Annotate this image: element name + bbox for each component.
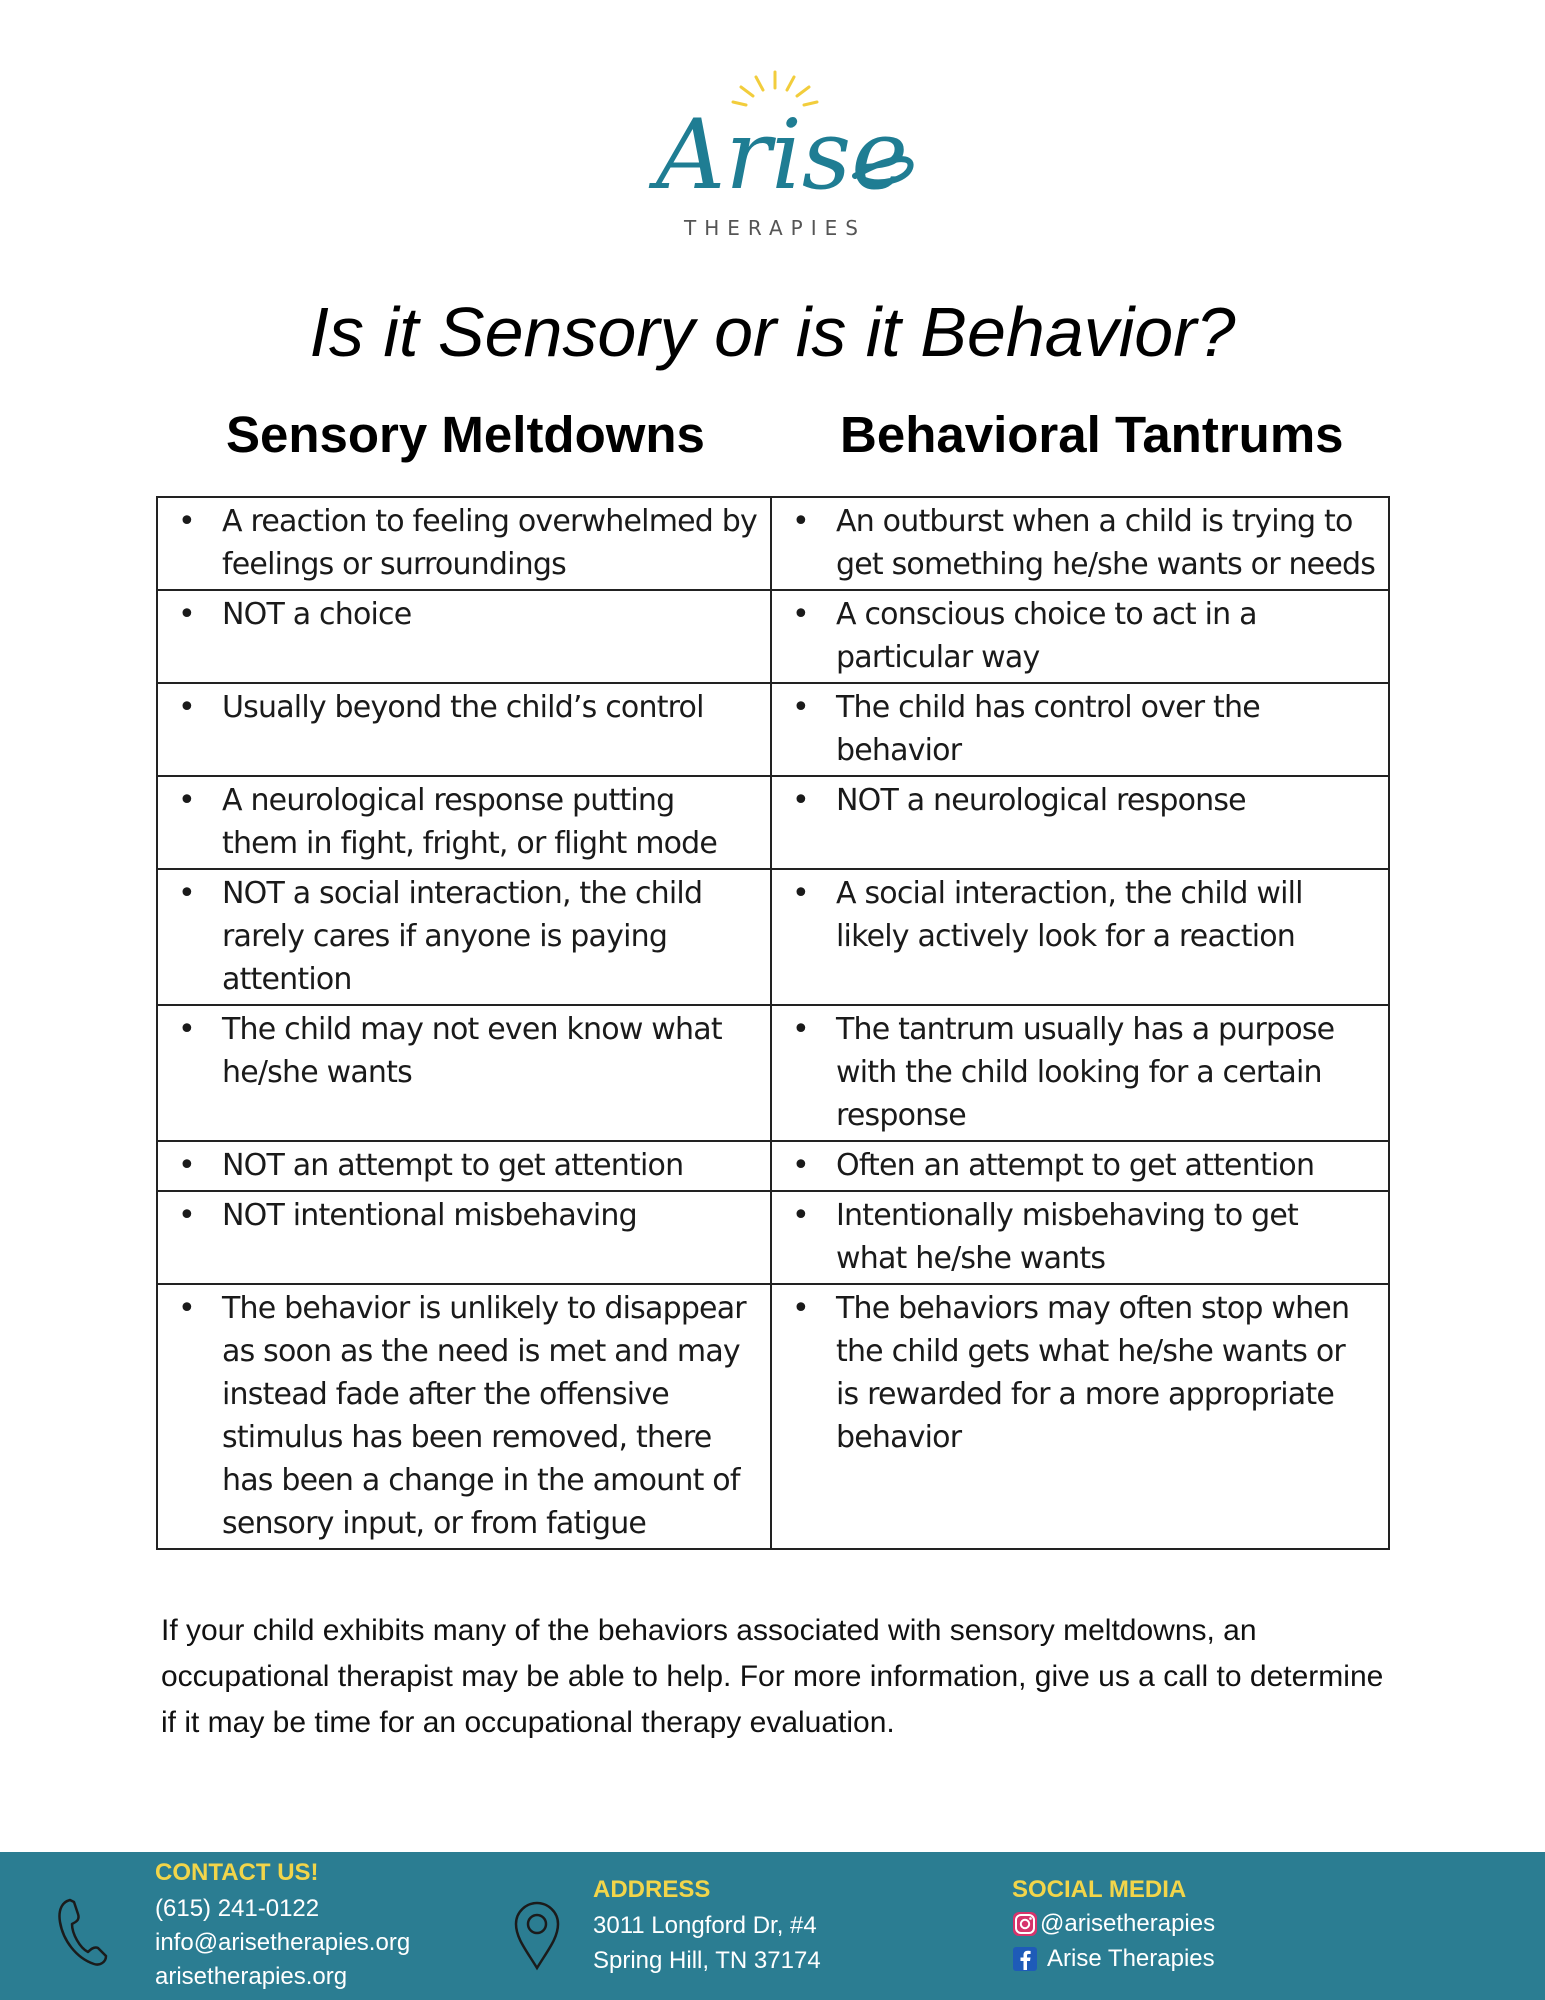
table-cell-behavioral: • A conscious choice to act in a particular way: [771, 590, 1389, 683]
table-cell-behavioral: • NOT a neurological response: [771, 776, 1389, 869]
table-row: [157, 683, 1389, 776]
table-cell-sensory: • A reaction to feeling overwhelmed by feelings or surroundings: [157, 497, 771, 590]
bullet: •: [178, 690, 195, 725]
comparison-table: [156, 496, 1390, 1550]
column-heading-behavioral: Behavioral Tantrums: [840, 406, 1344, 463]
bullet: •: [792, 1291, 809, 1326]
table-row: [157, 590, 1389, 683]
address-heading: ADDRESS: [593, 1876, 711, 1903]
bullet: •: [792, 690, 809, 725]
table-row: [157, 1284, 1389, 1549]
bullet: •: [792, 1148, 809, 1183]
page-title: Is it Sensory or is it Behavior?: [309, 293, 1236, 371]
logo-wordmark: Arise: [656, 99, 908, 211]
table-cell-sensory: • Usually beyond the child’s control: [157, 683, 771, 776]
bullet: •: [792, 783, 809, 818]
bullet: •: [178, 876, 195, 911]
table-row: [157, 776, 1389, 869]
instagram-icon[interactable]: [1012, 1911, 1038, 1937]
bullet: •: [792, 876, 809, 911]
table-cell-behavioral: • Intentionally misbehaving to get what he/she wants: [771, 1191, 1389, 1284]
logo-subtitle: THERAPIES: [684, 216, 866, 240]
table-row: [157, 497, 1389, 590]
address-line-1: 3011 Longford Dr, #4: [593, 1912, 817, 1939]
bullet: •: [178, 1012, 195, 1047]
bullet: •: [792, 1012, 809, 1047]
table-cell-sensory: • A neurological response putting them in fight, fright, or flight mode: [157, 776, 771, 869]
table-cell-behavioral: • The tantrum usually has a purpose with the child looking for a certain response: [771, 1005, 1389, 1141]
table-row: [157, 1191, 1389, 1284]
bullet: •: [178, 1291, 195, 1326]
contact-phone[interactable]: (615) 241-0122: [155, 1895, 320, 1922]
table-row: [157, 1141, 1389, 1191]
phone-icon: [54, 1896, 110, 1968]
bullet: •: [792, 597, 809, 632]
bullet: •: [178, 504, 195, 539]
table-cell-sensory: • NOT an attempt to get attention: [157, 1141, 771, 1191]
contact-heading: CONTACT US!: [155, 1859, 319, 1886]
table-cell-sensory: • NOT a social interaction, the child rarely cares if anyone is paying attention: [157, 869, 771, 1005]
facebook-name[interactable]: Arise Therapies: [1047, 1945, 1215, 1972]
location-pin-icon: [512, 1900, 562, 1972]
bullet: •: [178, 597, 195, 632]
instagram-handle[interactable]: @arisetherapies: [1040, 1910, 1216, 1937]
column-heading-sensory: Sensory Meltdowns: [226, 406, 705, 463]
contact-website[interactable]: arisetherapies.org: [155, 1963, 348, 1990]
table-cell-sensory: • NOT a choice: [157, 590, 771, 683]
contact-email[interactable]: info@arisetherapies.org: [155, 1929, 411, 1956]
table-cell-behavioral: • An outburst when a child is trying to get something he/she wants or needs: [771, 497, 1389, 590]
logo-sun-icon: [610, 58, 940, 218]
bullet: •: [178, 1198, 195, 1233]
table-row: [157, 869, 1389, 1005]
bullet: •: [178, 1148, 195, 1183]
address-line-2: Spring Hill, TN 37174: [593, 1947, 821, 1974]
table-cell-behavioral: • The behaviors may often stop when the child gets what he/she wants or is rewarded for a more appropriate behavior: [771, 1284, 1389, 1549]
table-cell-behavioral: • Often an attempt to get attention: [771, 1141, 1389, 1191]
info-paragraph: If your child exhibits many of the behaviors associated with sensory meltdowns, an occupational therapist may be able to help. For more information, give us a call to determine if it may be time for an occupational therapy evaluation.: [161, 1614, 1384, 1739]
table-cell-behavioral: • A social interaction, the child will likely actively look for a reaction: [771, 869, 1389, 1005]
table-cell-behavioral: • The child has control over the behavior: [771, 683, 1389, 776]
facebook-icon[interactable]: [1012, 1946, 1038, 1972]
arise-logo: [610, 58, 940, 248]
table-cell-sensory: • The child may not even know what he/she wants: [157, 1005, 771, 1141]
table-row: [157, 1005, 1389, 1141]
table-cell-sensory: • The behavior is unlikely to disappear as soon as the need is met and may instead fade after the offensive stimulus has been removed, there has been a change in the amount of sensory input, or from fatigue: [157, 1284, 771, 1549]
bullet: •: [792, 504, 809, 539]
bullet: •: [178, 783, 195, 818]
table-cell-sensory: • NOT intentional misbehaving: [157, 1191, 771, 1284]
footer-bar: [0, 1852, 1545, 2000]
bullet: •: [792, 1198, 809, 1233]
social-heading: SOCIAL MEDIA: [1012, 1876, 1187, 1903]
